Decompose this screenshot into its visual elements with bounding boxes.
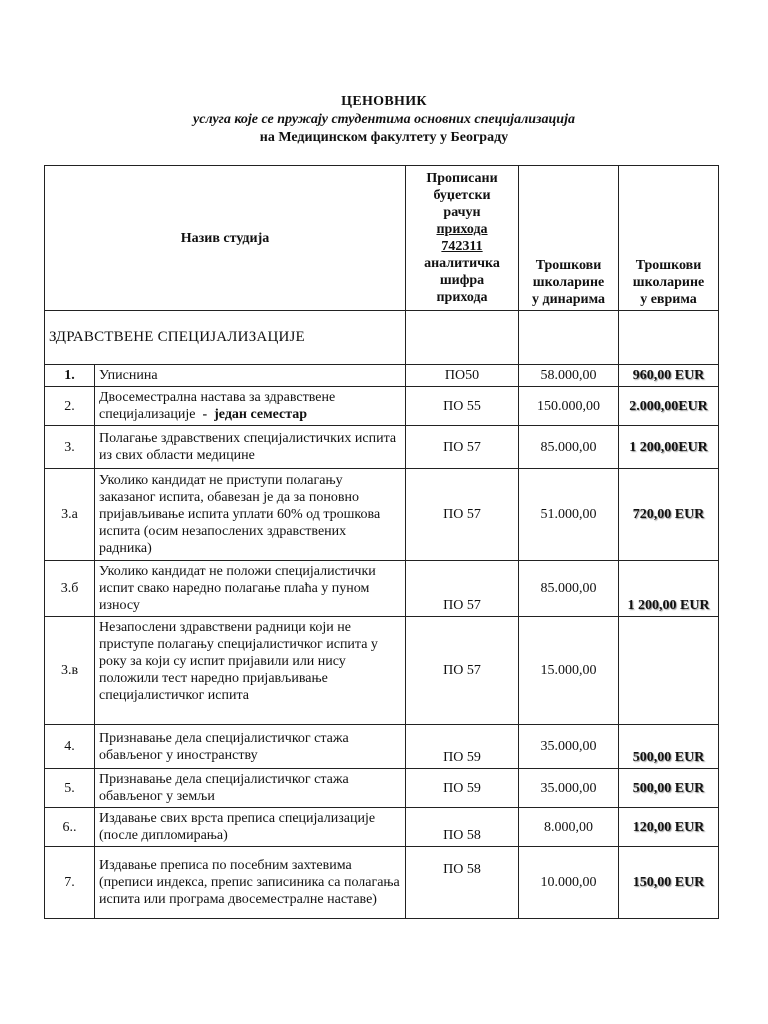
row-code: ПО 55 [406,387,519,426]
header-dinars-line: школарине [532,275,605,290]
row-euros: 150,00 EUR [619,847,719,919]
row-euros: 120,00 EUR [619,808,719,847]
row-number: 3.а [45,469,95,561]
row-description: Незапослени здравствени радници који не приступе полагању специјалистичког испита у року за који су испит пријавили или нису положили тест наредно пријављивање специјалистичког испита [95,617,406,725]
row-number: 1. [45,365,95,387]
header-account-line: шифра [439,273,485,288]
header-account-code: 742311 [441,239,483,254]
row-description: Издавање свих врста преписа специјализације (после дипломирања) [95,808,406,847]
header-account-line: Прописани [426,171,498,186]
row-dinars: 15.000,00 [519,617,619,725]
document-subtitle-line2: на Медицинском факултету у Београду [259,130,509,145]
row-description-separator: - [195,407,215,422]
table-row [45,725,719,769]
row-number: 3. [45,426,95,469]
header-row [45,166,719,311]
section-title: ЗДРАВСТВЕНЕ СПЕЦИЈАЛИЗАЦИЈЕ [45,311,406,365]
row-code: ПО 57 [406,617,519,725]
section-row [45,311,719,365]
row-dinars: 10.000,00 [519,847,619,919]
header-account-line: аналитичка [424,256,500,271]
row-euros: 1 200,00 EUR [619,561,719,617]
row-euros: 720,00 EUR [619,469,719,561]
row-description: Уколико кандидат не положи специјалистички испит свако наредно полагање плаћа у пуном износу [95,561,406,617]
row-dinars: 35.000,00 [519,769,619,808]
row-number: 6.. [45,808,95,847]
row-euros: 500,00 EUR [619,769,719,808]
header-budget-account [406,166,519,311]
document-title: ЦЕНОВНИК [341,94,427,109]
header-account-line: прихода [436,290,488,305]
row-description [95,387,406,426]
row-code: ПО 59 [406,725,519,769]
table-row [45,561,719,617]
row-euros [619,617,719,725]
empty-cell [619,311,719,365]
table-row [45,847,719,919]
row-euros: 2.000,00EUR [619,387,719,426]
row-code: ПО 58 [406,847,519,919]
row-dinars: 58.000,00 [519,365,619,387]
table-row [45,387,719,426]
header-dinars-line: у динарима [532,292,606,307]
row-description: Признавање дела специјалистичког стажа обављеног у иностранству [95,725,406,769]
header-tuition-dinars [519,166,619,311]
row-dinars: 85.000,00 [519,426,619,469]
row-number: 4. [45,725,95,769]
row-euros: 500,00 EUR [619,725,719,769]
row-description-emphasis: један семестар [214,407,308,422]
row-dinars: 51.000,00 [519,469,619,561]
header-account-line: буџетски [433,188,491,203]
empty-cell [519,311,619,365]
row-code: ПО 58 [406,808,519,847]
header-dinars-line: Трошкови [535,258,602,273]
header-study-name: Назив студија [45,166,406,311]
row-code: ПО 57 [406,561,519,617]
row-number: 7. [45,847,95,919]
empty-cell [406,311,519,365]
row-code: ПО 57 [406,469,519,561]
table-row [45,426,719,469]
table-row [45,617,719,725]
row-dinars: 150.000,00 [519,387,619,426]
price-table [44,165,719,919]
document-subtitle-line1: услуга које се пружају студентима основних специјализација [193,112,575,127]
row-description: Признавање дела специјалистичког стажа обављеног у земљи [95,769,406,808]
row-dinars: 85.000,00 [519,561,619,617]
header-account-line: рачун [443,205,481,220]
table-row [45,469,719,561]
table-row [45,365,719,387]
row-number: 3.б [45,561,95,617]
header-euros-line: Трошкови [635,258,702,273]
row-code: ПО50 [406,365,519,387]
row-number: 3.в [45,617,95,725]
row-euros: 1 200,00EUR [619,426,719,469]
row-description-text: Двосеместрална настава за здравствене специјализације [99,390,336,422]
header-account-line: прихода [436,222,488,237]
row-description: Издавање преписа по посебним захтевима (преписи индекса, препис записиника са полагања испита или програма двосеместралне наставе) [95,847,406,919]
row-description: Уколико кандидат не приступи полагању заказаног испита, обавезан је да за поновно пријављивање испита уплати 60% од трошкова испита (осим незапослених здравствених радника) [95,469,406,561]
row-euros: 960,00 EUR [619,365,719,387]
header-euros-line: у еврима [640,292,697,307]
row-number: 2. [45,387,95,426]
header-tuition-euros [619,166,719,311]
row-number: 5. [45,769,95,808]
row-code: ПО 57 [406,426,519,469]
row-description: Полагање здравствених специјалистичких испита из свих области медицине [95,426,406,469]
row-dinars: 35.000,00 [519,725,619,769]
row-code: ПО 59 [406,769,519,808]
document-header [0,93,768,147]
table-row [45,808,719,847]
row-description: Уписнина [95,365,406,387]
table-row [45,769,719,808]
row-dinars: 8.000,00 [519,808,619,847]
header-euros-line: школарине [632,275,705,290]
